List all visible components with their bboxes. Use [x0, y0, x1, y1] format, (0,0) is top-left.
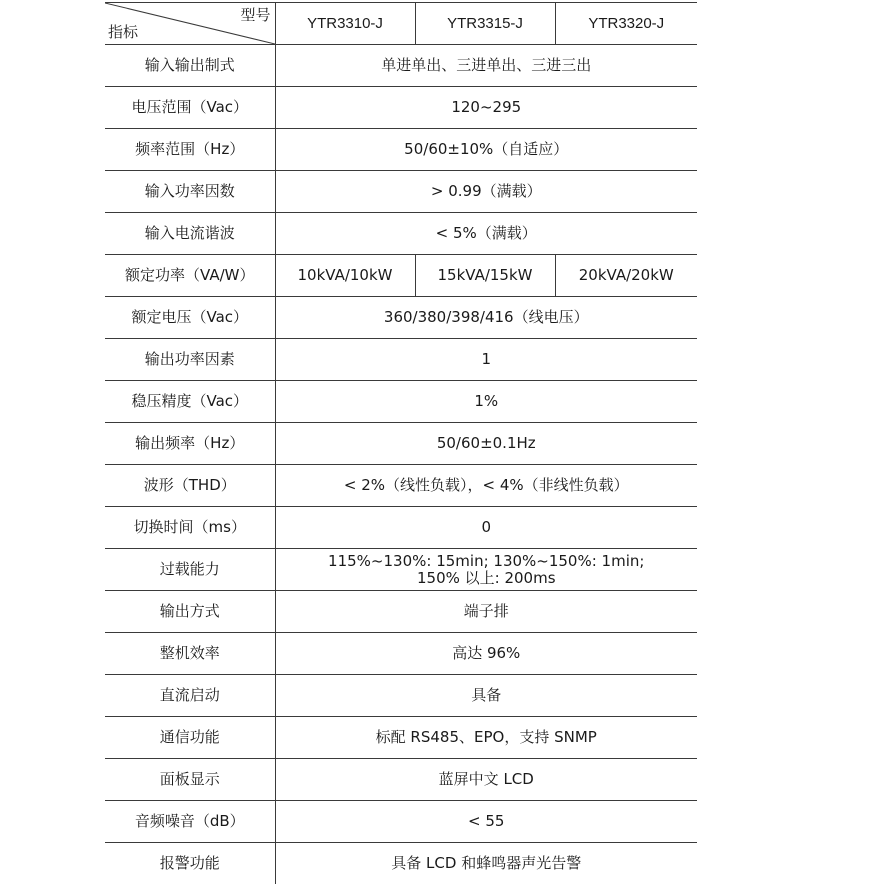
row-value: 360/380/398/416（线电压）	[275, 297, 697, 339]
spec-row	[105, 591, 697, 633]
spec-row	[105, 381, 697, 423]
spec-row	[105, 171, 697, 213]
corner-index-label: 指标	[108, 23, 139, 41]
row-label: 输出方式	[105, 591, 275, 633]
overload-line-1: 115%~130%: 15min; 130%~150%: 1min;	[328, 551, 645, 570]
spec-row	[105, 465, 697, 507]
spec-row-overload	[105, 549, 697, 591]
row-label: 过载能力	[105, 549, 275, 591]
model-header-1: YTR3310-J	[275, 3, 415, 45]
spec-row	[105, 87, 697, 129]
row-label: 切换时间（ms）	[105, 507, 275, 549]
row-value: 端子排	[275, 591, 697, 633]
header-row	[105, 3, 697, 45]
row-value: 蓝屏中文 LCD	[275, 759, 697, 801]
spec-row	[105, 45, 697, 87]
spec-row	[105, 129, 697, 171]
spec-row	[105, 801, 697, 843]
spec-row	[105, 633, 697, 675]
model-header-3: YTR3320-J	[555, 3, 697, 45]
row-label: 输入功率因数	[105, 171, 275, 213]
rated-power-model-1: 10kVA/10kW	[275, 255, 415, 297]
row-label: 稳压精度（Vac）	[105, 381, 275, 423]
row-label: 面板显示	[105, 759, 275, 801]
row-label: 额定电压（Vac）	[105, 297, 275, 339]
row-label: 输入电流谐波	[105, 213, 275, 255]
rated-power-model-2: 15kVA/15kW	[415, 255, 555, 297]
spec-row	[105, 759, 697, 801]
row-value: 1%	[275, 381, 697, 423]
spec-row	[105, 213, 697, 255]
model-header-2: YTR3315-J	[415, 3, 555, 45]
overload-line-2: 150% 以上: 200ms	[416, 568, 556, 587]
row-value: 1	[275, 339, 697, 381]
row-value: < 5%（满载）	[275, 213, 697, 255]
row-value: < 55	[275, 801, 697, 843]
spec-row-rated-power	[105, 255, 697, 297]
row-value: 120~295	[275, 87, 697, 129]
spec-row	[105, 843, 697, 885]
row-label: 电压范围（Vac）	[105, 87, 275, 129]
row-value: 50/60±0.1Hz	[275, 423, 697, 465]
row-label: 报警功能	[105, 843, 275, 885]
spec-row	[105, 297, 697, 339]
spec-row	[105, 507, 697, 549]
row-label: 输出功率因素	[105, 339, 275, 381]
row-value: 0	[275, 507, 697, 549]
row-label: 音频噪音（dB）	[105, 801, 275, 843]
row-label: 通信功能	[105, 717, 275, 759]
spec-table	[105, 2, 697, 884]
row-label: 额定功率（VA/W）	[105, 255, 275, 297]
row-label: 频率范围（Hz）	[105, 129, 275, 171]
row-value: 50/60±10%（自适应）	[275, 129, 697, 171]
spec-row	[105, 675, 697, 717]
spec-row	[105, 423, 697, 465]
row-value	[275, 549, 697, 591]
spec-row	[105, 717, 697, 759]
row-value: > 0.99（满载）	[275, 171, 697, 213]
row-value: 标配 RS485、EPO，支持 SNMP	[275, 717, 697, 759]
row-label: 整机效率	[105, 633, 275, 675]
row-label: 输出频率（Hz）	[105, 423, 275, 465]
row-label: 直流启动	[105, 675, 275, 717]
row-value: 具备 LCD 和蜂鸣器声光告警	[391, 854, 582, 872]
row-value: 单进单出、三进单出、三进三出	[275, 45, 697, 87]
corner-header-cell	[105, 3, 275, 45]
rated-power-model-3: 20kVA/20kW	[555, 255, 697, 297]
spec-row	[105, 339, 697, 381]
corner-model-label: 型号	[240, 6, 271, 24]
row-label: 波形（THD）	[105, 465, 275, 507]
row-value: 具备	[275, 675, 697, 717]
row-label: 输入输出制式	[105, 45, 275, 87]
row-value: 高达 96%	[275, 633, 697, 675]
row-value: < 2%（线性负载），< 4%（非线性负载）	[275, 465, 697, 507]
